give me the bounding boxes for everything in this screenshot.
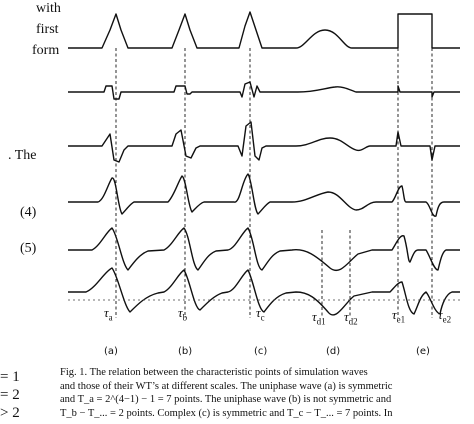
left-text-the: . The	[8, 148, 37, 163]
left-eq-2: = 2	[0, 387, 20, 403]
tau-c-label: $\tau_c$	[256, 305, 265, 323]
figure-caption	[60, 366, 474, 420]
tau-a-label: $\tau_a$	[104, 305, 113, 323]
panel-label-a: (a)	[104, 346, 118, 357]
caption-line-3: and T_a = 2^(4−1) − 1 = 7 points. The uniphase wave (b) is not symmetric and	[60, 394, 392, 405]
caption-line-1: Fig. 1. The relation between the characteristic points of simulation waves	[60, 367, 368, 378]
panel-label-c: (c)	[254, 346, 268, 357]
tau-e1-label: $\tau_{e1}$	[392, 307, 406, 325]
left-text-with: with	[36, 1, 61, 16]
panel-label-b: (b)	[178, 346, 193, 357]
tau-e2-label: $\tau_{e2}$	[438, 307, 452, 325]
panel-label-e: (e)	[416, 346, 430, 357]
left-eq-3: > 2	[0, 405, 20, 421]
caption-line-2: and those of their WT’s at different scales. The uniphase wave (a) is symmetric	[60, 380, 393, 392]
wt-row-3	[68, 174, 460, 216]
equation-number-5: (5)	[20, 241, 37, 256]
signal-row-1	[68, 12, 460, 48]
caption-line-4: T_b − T_... = 2 points. Complex (c) is symmetric and T_c − T_... = 7 points. In	[60, 407, 393, 419]
wt-row-4	[68, 228, 460, 270]
tau-d2-label: $\tau_{d2}$	[344, 309, 358, 327]
tau-b-label: $\tau_b$	[178, 305, 188, 323]
tau-d1-label: $\tau_{d1}$	[312, 309, 326, 327]
wt-row-1	[68, 82, 460, 99]
equation-number-4: (4)	[20, 205, 37, 220]
left-text-first: first	[36, 22, 59, 37]
left-eq-1: = 1	[0, 369, 20, 385]
left-text-form: form	[32, 43, 60, 58]
panel-label-d: (d)	[326, 346, 341, 357]
wt-row-2	[68, 122, 460, 162]
